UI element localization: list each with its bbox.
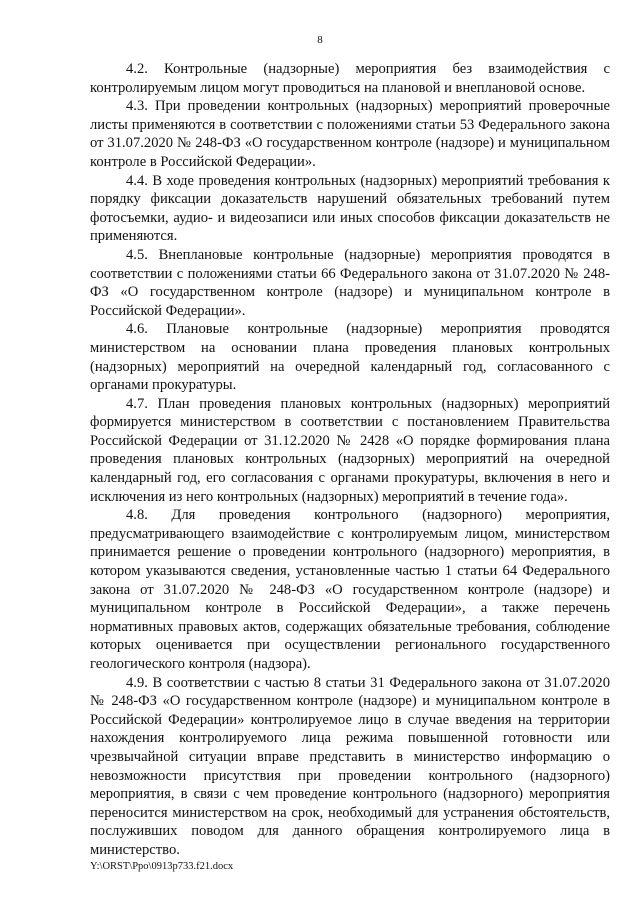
paragraph-4-6: 4.6. Плановые контрольные (надзорные) мероприятия проводятся министерством на основании плана проведения плановых контрольных (надзорных) мероприятий на очередной календарный год, согласованного с органами прокуратуры.: [90, 321, 610, 394]
paragraph-4-4: 4.4. В ходе проведения контрольных (надзорных) мероприятий требования к порядку фиксации доказательств нарушений обязательных требований путем фотосъемки, аудио- и видеозаписи или иных способов фиксации доказательств не применяются.: [90, 172, 610, 245]
paragraph-4-7: 4.7. План проведения плановых контрольных (надзорных) мероприятий формируется министерством в соответствии с постановлением Правительства Российской Федерации от 31.12.2020 № 2428 «О порядке формирования плана проведения плановых контрольных (надзорных) мероприятий на очередной календарный год, его согласования с органами прокуратуры, включения в него и исключения из него контрольных (надзорных) мероприятий в течение года».: [90, 395, 610, 505]
paragraph-4-8: 4.8. Для проведения контрольного (надзорного) мероприятия, предусматривающего взаимодействие с контролируемым лицом, министерством принимается решение о проведении контрольного (надзорного) мероприятия, в котором указываются сведения, установленные частью 1 статьи 64 Федерального закона от 31.07.2020 № 248-ФЗ «О государственном контроле (надзоре) и муниципальном контроле в Российской Федерации», а также перечень нормативных правовых актов, содержащих обязательные требования, соблюдение которых оценивается при осуществлении регионального государственного геологического контроля (надзора).: [90, 507, 610, 672]
document-body: [90, 60, 610, 860]
paragraph-4-9: 4.9. В соответствии с частью 8 статьи 31 Федерального закона от 31.07.2020 № 248-ФЗ «О государственном контроле (надзоре) и муниципальном контроле в Российской Федерации» контролируемое лицо в случае введения на территории нахождения контролируемого лица режима повышенной готовности или чрезвычайной ситуации вправе представить в министерство информацию о невозможности присутствия при проведении контрольного (надзорного) мероприятия, в связи с чем проведение контрольного (надзорного) мероприятия переносится министерством на срок, необходимый для устранения обстоятельств, послуживших поводом для данного обращения контролируемого лица в министерство.: [90, 674, 610, 858]
page-number: 8: [317, 34, 323, 46]
paragraph-4-2: 4.2. Контрольные (надзорные) мероприятия без взаимодействия с контролируемым лицом могут проводиться на плановой и внеплановой основе.: [90, 61, 610, 96]
footer-file-path: Y:\ORST\Ppo\0913p733.f21.docx: [90, 861, 234, 872]
paragraph-4-3: 4.3. При проведении контрольных (надзорных) мероприятий проверочные листы применяются в соответствии с положениями статьи 53 Федерального закона от 31.07.2020 № 248-ФЗ «О государственном контроле (надзоре) и муниципальном контроле в Российской Федерации».: [90, 98, 610, 170]
paragraph-4-5: 4.5. Внеплановые контрольные (надзорные) мероприятия проводятся в соответствии с положениями статьи 66 Федерального закона от 31.07.2020 № 248-ФЗ «О государственном контроле (надзоре) и муниципальном контроле в Российской Федерации».: [90, 246, 610, 319]
